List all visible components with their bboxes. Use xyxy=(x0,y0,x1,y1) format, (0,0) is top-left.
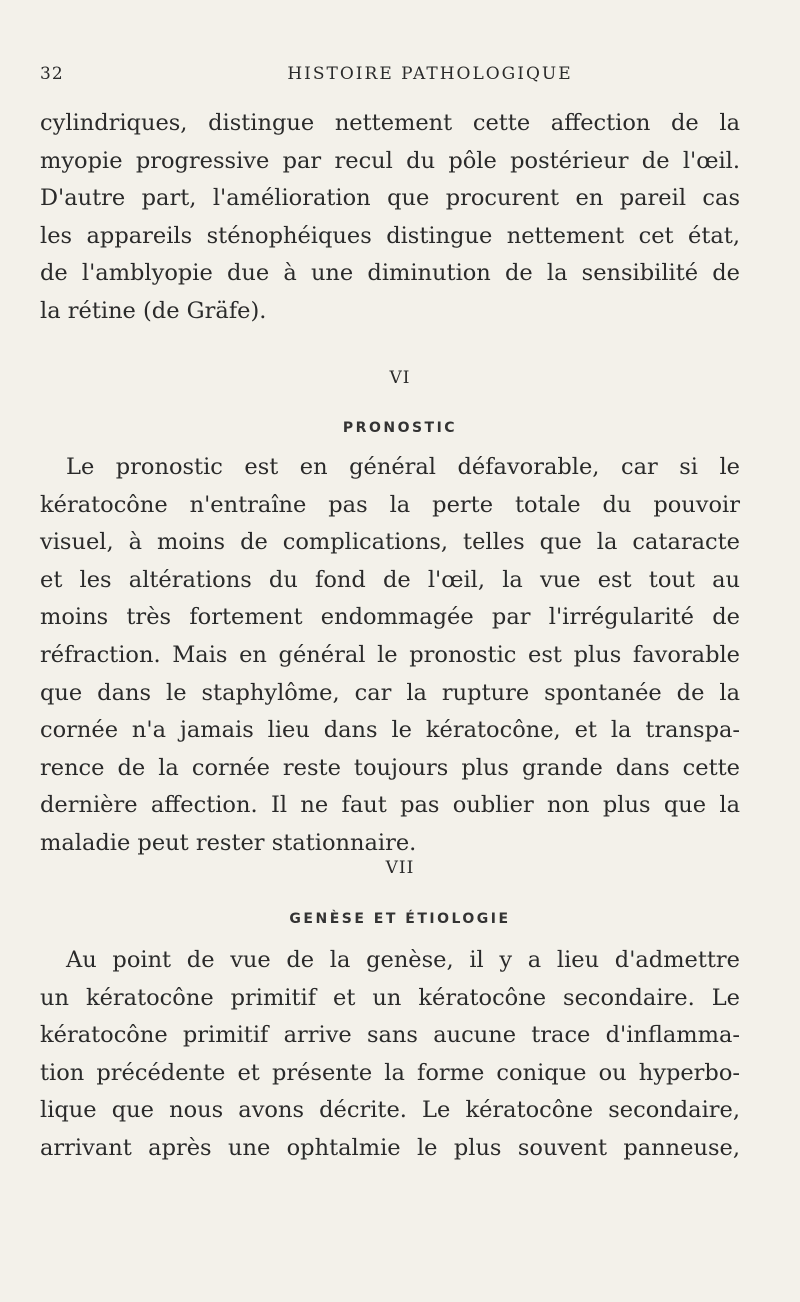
section-numeral: VII xyxy=(385,858,415,878)
section-numeral: VI xyxy=(389,368,411,388)
text-line: Le pronostic est en général défavorable, car si le xyxy=(66,454,740,480)
text-line: rence de la cornée reste toujours plus grande dans cette xyxy=(40,754,740,781)
text-line: moins très fortement endommagée par l'irrégularité de xyxy=(40,604,740,631)
text-line: les appareils sténophéiques distingue nettement cet état, xyxy=(40,222,740,249)
text-line: myopie progressive par recul du pôle postérieur de l'œil. xyxy=(40,147,740,174)
text-line: D'autre part, l'amélioration que procurent en pareil cas xyxy=(40,185,740,212)
text-line: la rétine (de Gräfe). xyxy=(40,297,267,324)
page-header xyxy=(40,64,740,94)
text-line: dernière affection. Il ne faut pas oublier non plus que la xyxy=(40,792,740,819)
genese-paragraph xyxy=(40,942,740,1168)
text-line: réfraction. Mais en général le pronostic est plus favorable xyxy=(40,641,740,668)
running-title: HISTOIRE PATHOLOGIQUE xyxy=(287,64,573,84)
text-line: maladie peut rester stationnaire. xyxy=(40,829,417,856)
text-line: Au point de vue de la genèse, il y a lieu d'admettre xyxy=(66,947,740,973)
page-number: 32 xyxy=(40,64,64,84)
section-title: GENÈSE ET ÉTIOLOGIE xyxy=(289,911,511,927)
text-line: tion précédente et présente la forme conique ou hyperbo- xyxy=(40,1059,740,1086)
text-line: visuel, à moins de complications, telles que la cataracte xyxy=(40,529,740,556)
text-line: cornée n'a jamais lieu dans le kératocône, et la transpa- xyxy=(40,717,740,744)
text-line: et les altérations du fond de l'œil, la vue est tout au xyxy=(40,566,740,593)
intro-paragraph xyxy=(40,105,740,331)
text-line: que dans le staphylôme, car la rupture spontanée de la xyxy=(40,679,740,706)
section-title: PRONOSTIC xyxy=(342,420,458,436)
text-line: lique que nous avons décrite. Le kératocône secondaire, xyxy=(40,1097,740,1124)
text-line: un kératocône primitif et un kératocône secondaire. Le xyxy=(40,984,740,1011)
text-line: arrivant après une ophtalmie le plus souvent panneuse, xyxy=(40,1134,740,1161)
text-line: cylindriques, distingue nettement cette affection de la xyxy=(40,110,740,136)
text-line: kératocône primitif arrive sans aucune trace d'inflamma- xyxy=(40,1022,740,1049)
text-line: kératocône n'entraîne pas la perte totale du pouvoir xyxy=(40,491,740,518)
pronostic-paragraph xyxy=(40,449,740,863)
text-line: de l'amblyopie due à une diminution de la sensibilité de xyxy=(40,260,740,287)
